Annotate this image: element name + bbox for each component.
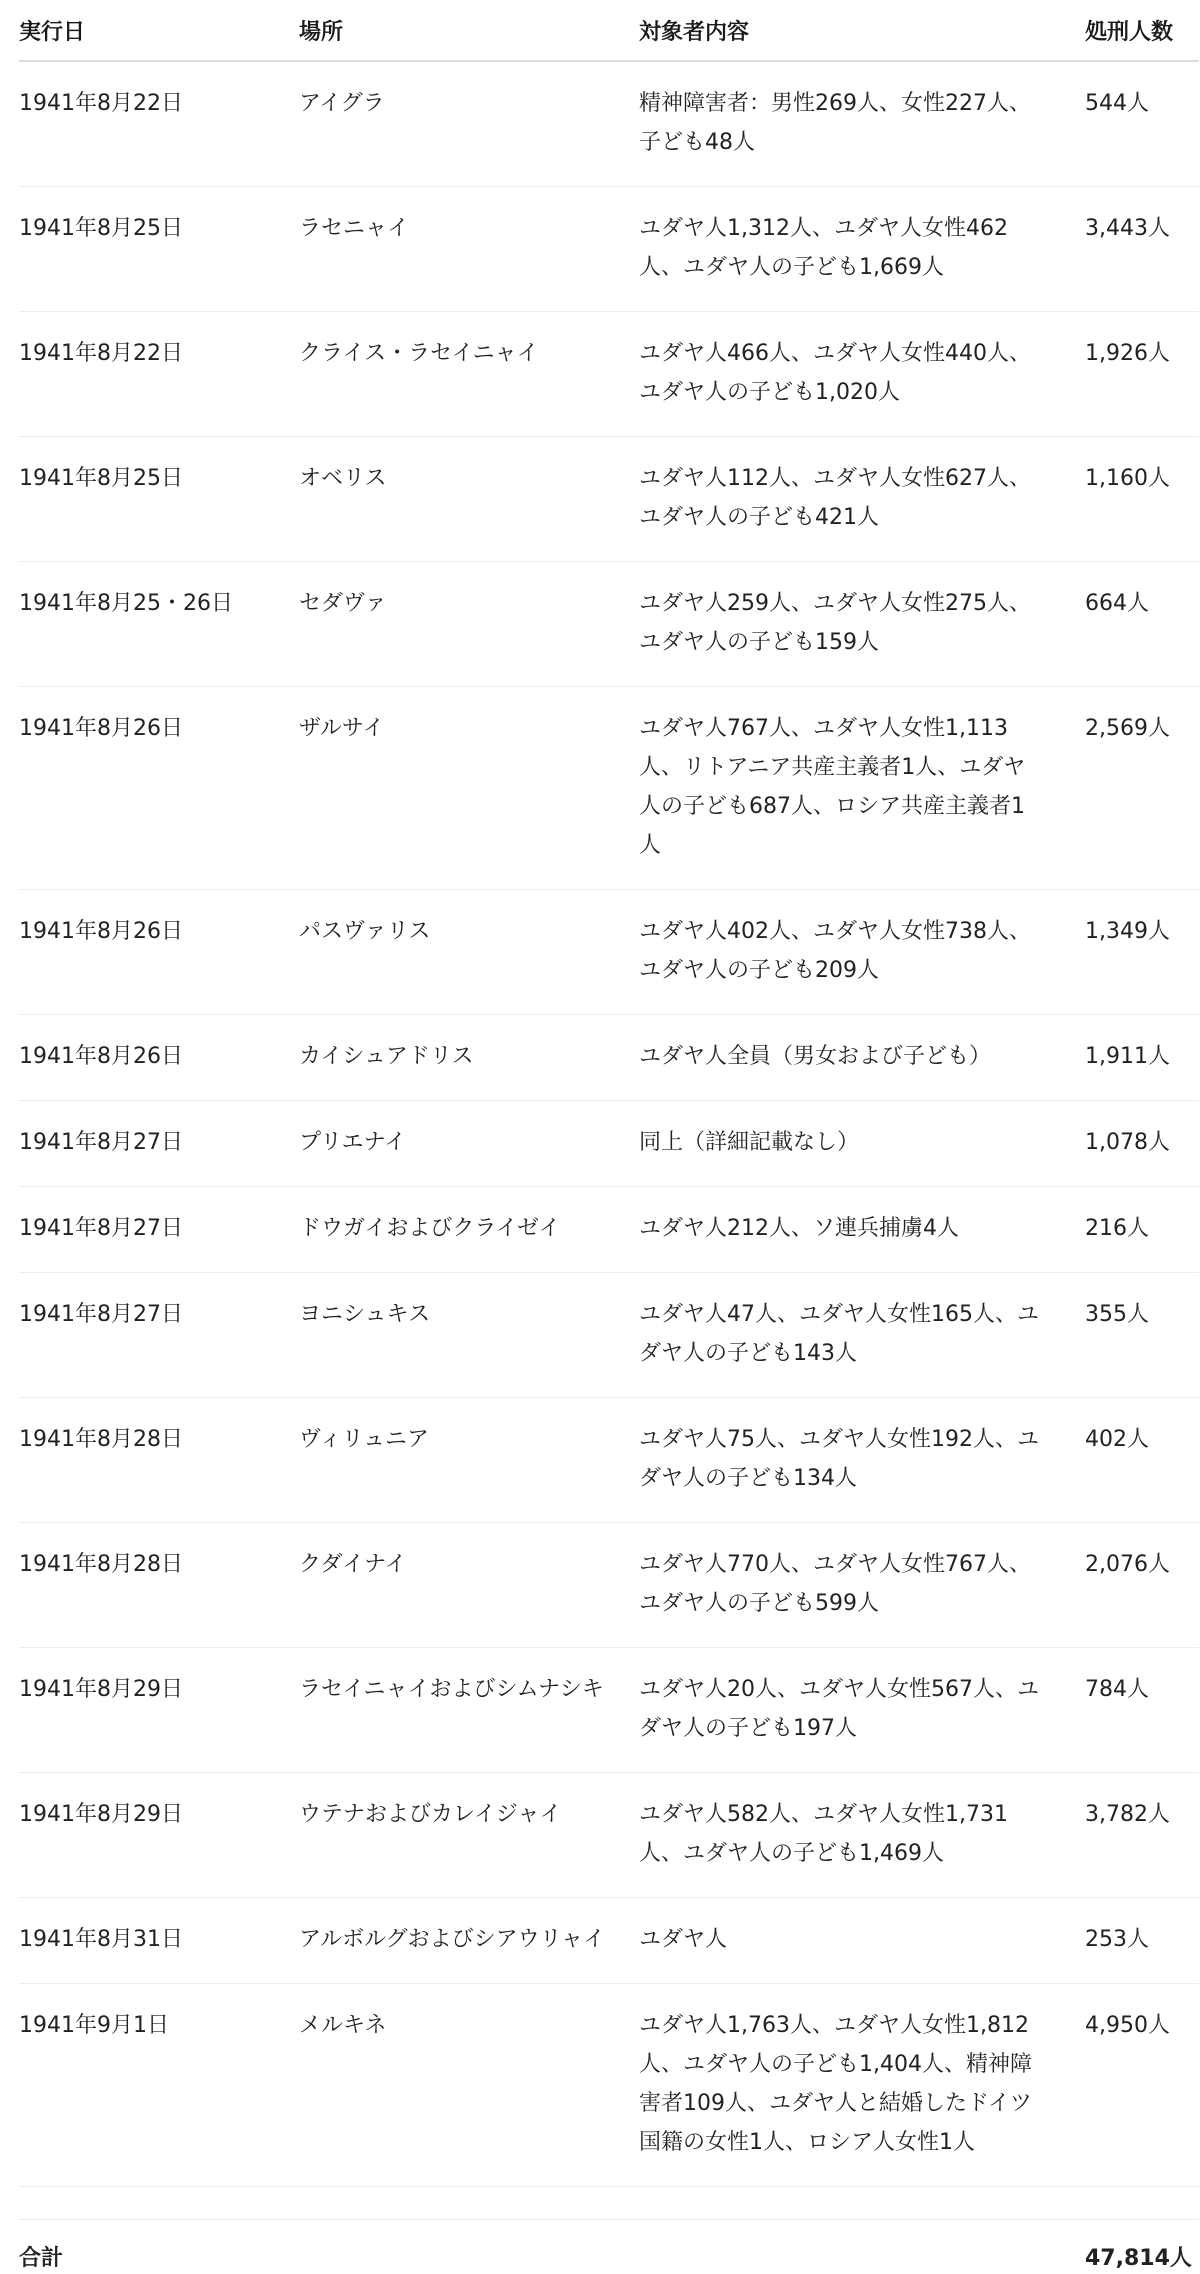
table-row — [19, 61, 1199, 187]
cell-target: ユダヤ人20人、ユダヤ人女性567人、ユダヤ人の子ども197人 — [639, 1648, 1085, 1773]
cell-count: 355人 — [1085, 1273, 1199, 1398]
cell-count: 1,160人 — [1085, 437, 1199, 562]
cell-target: ユダヤ人582人、ユダヤ人女性1,731人、ユダヤ人の子ども1,469人 — [639, 1773, 1085, 1898]
table-row — [19, 1773, 1199, 1898]
cell-place: アルボルグおよびシアウリャイ — [299, 1898, 639, 1984]
cell-count: 3,782人 — [1085, 1773, 1199, 1898]
table-row — [19, 1898, 1199, 1984]
cell-place: パスヴァリス — [299, 890, 639, 1015]
table-row — [19, 1398, 1199, 1523]
table-row — [19, 437, 1199, 562]
cell-date: 1941年8月31日 — [19, 1898, 299, 1984]
cell-date: 1941年8月29日 — [19, 1648, 299, 1773]
cell-target: ユダヤ人466人、ユダヤ人女性440人、ユダヤ人の子ども1,020人 — [639, 312, 1085, 437]
cell-count: 2,076人 — [1085, 1523, 1199, 1648]
cell-place: プリエナイ — [299, 1101, 639, 1187]
table-row — [19, 312, 1199, 437]
cell-place: ラセニャイ — [299, 187, 639, 312]
cell-place: クダイナイ — [299, 1523, 639, 1648]
cell-place: アイグラ — [299, 61, 639, 187]
cell-target: ユダヤ人402人、ユダヤ人女性738人、ユダヤ人の子ども209人 — [639, 890, 1085, 1015]
table-row — [19, 1523, 1199, 1648]
cell-count: 3,443人 — [1085, 187, 1199, 312]
cell-place: メルキネ — [299, 1984, 639, 2187]
header-place: 場所 — [299, 0, 639, 61]
header-count: 処刑人数 — [1085, 0, 1199, 61]
cell-date: 1941年8月27日 — [19, 1101, 299, 1187]
cell-date: 1941年8月25・26日 — [19, 562, 299, 687]
cell-count: 664人 — [1085, 562, 1199, 687]
total-row — [19, 2220, 1199, 2274]
cell-date: 1941年8月25日 — [19, 187, 299, 312]
cell-count: 1,911人 — [1085, 1015, 1199, 1101]
cell-place: セダヴァ — [299, 562, 639, 687]
cell-date: 1941年8月29日 — [19, 1773, 299, 1898]
table-row — [19, 562, 1199, 687]
spacer-row — [19, 2187, 1199, 2220]
executions-table-container — [19, 0, 1199, 2274]
executions-table — [19, 0, 1199, 2274]
table-row — [19, 1187, 1199, 1273]
cell-date: 1941年8月26日 — [19, 1015, 299, 1101]
cell-date: 1941年8月27日 — [19, 1273, 299, 1398]
cell-place: ウテナおよびカレイジャイ — [299, 1773, 639, 1898]
cell-date: 1941年8月28日 — [19, 1523, 299, 1648]
cell-place: オベリス — [299, 437, 639, 562]
cell-place: クライス・ラセイニャイ — [299, 312, 639, 437]
cell-place: ヨニシュキス — [299, 1273, 639, 1398]
header-row — [19, 0, 1199, 61]
cell-target: ユダヤ人1,312人、ユダヤ人女性462人、ユダヤ人の子ども1,669人 — [639, 187, 1085, 312]
cell-place: ヴィリュニア — [299, 1398, 639, 1523]
cell-target: ユダヤ人259人、ユダヤ人女性275人、ユダヤ人の子ども159人 — [639, 562, 1085, 687]
cell-count: 1,926人 — [1085, 312, 1199, 437]
cell-date: 1941年8月22日 — [19, 61, 299, 187]
cell-target: ユダヤ人全員（男女および子ども） — [639, 1015, 1085, 1101]
table-row — [19, 1648, 1199, 1773]
total-count: 47,814人 — [1085, 2220, 1199, 2274]
cell-count: 1,078人 — [1085, 1101, 1199, 1187]
cell-target: 精神障害者：男性269人、女性227人、子ども48人 — [639, 61, 1085, 187]
table-row — [19, 1015, 1199, 1101]
total-label: 合計 — [19, 2220, 299, 2274]
table-row — [19, 1984, 1199, 2187]
cell-target: ユダヤ人767人、ユダヤ人女性1,113人、リトアニア共産主義者1人、ユダヤ人の子ども687人、ロシア共産主義者1人 — [639, 687, 1085, 890]
table-row — [19, 687, 1199, 890]
cell-count: 4,950人 — [1085, 1984, 1199, 2187]
cell-place: ラセイニャイおよびシムナシキ — [299, 1648, 639, 1773]
cell-target: ユダヤ人47人、ユダヤ人女性165人、ユダヤ人の子ども143人 — [639, 1273, 1085, 1398]
table-row — [19, 187, 1199, 312]
cell-count: 1,349人 — [1085, 890, 1199, 1015]
cell-target: ユダヤ人1,763人、ユダヤ人女性1,812人、ユダヤ人の子ども1,404人、精神障害者109人、ユダヤ人と結婚したドイツ国籍の女性1人、ロシア人女性1人 — [639, 1984, 1085, 2187]
cell-place: カイシュアドリス — [299, 1015, 639, 1101]
cell-count: 253人 — [1085, 1898, 1199, 1984]
cell-date: 1941年8月25日 — [19, 437, 299, 562]
table-row — [19, 1101, 1199, 1187]
cell-date: 1941年8月27日 — [19, 1187, 299, 1273]
cell-target: ユダヤ人112人、ユダヤ人女性627人、ユダヤ人の子ども421人 — [639, 437, 1085, 562]
header-date: 実行日 — [19, 0, 299, 61]
table-row — [19, 1273, 1199, 1398]
table-body — [19, 61, 1199, 2187]
cell-date: 1941年8月28日 — [19, 1398, 299, 1523]
cell-date: 1941年9月1日 — [19, 1984, 299, 2187]
cell-date: 1941年8月26日 — [19, 890, 299, 1015]
cell-target: 同上（詳細記載なし） — [639, 1101, 1085, 1187]
cell-count: 402人 — [1085, 1398, 1199, 1523]
header-target: 対象者内容 — [639, 0, 1085, 61]
cell-count: 216人 — [1085, 1187, 1199, 1273]
cell-place: ドウガイおよびクライゼイ — [299, 1187, 639, 1273]
cell-place: ザルサイ — [299, 687, 639, 890]
cell-count: 784人 — [1085, 1648, 1199, 1773]
cell-date: 1941年8月26日 — [19, 687, 299, 890]
table-footer — [19, 2187, 1199, 2274]
table-header — [19, 0, 1199, 61]
cell-date: 1941年8月22日 — [19, 312, 299, 437]
cell-count: 544人 — [1085, 61, 1199, 187]
table-row — [19, 890, 1199, 1015]
cell-count: 2,569人 — [1085, 687, 1199, 890]
cell-target: ユダヤ人212人、ソ連兵捕虜4人 — [639, 1187, 1085, 1273]
cell-target: ユダヤ人 — [639, 1898, 1085, 1984]
cell-target: ユダヤ人770人、ユダヤ人女性767人、ユダヤ人の子ども599人 — [639, 1523, 1085, 1648]
cell-target: ユダヤ人75人、ユダヤ人女性192人、ユダヤ人の子ども134人 — [639, 1398, 1085, 1523]
